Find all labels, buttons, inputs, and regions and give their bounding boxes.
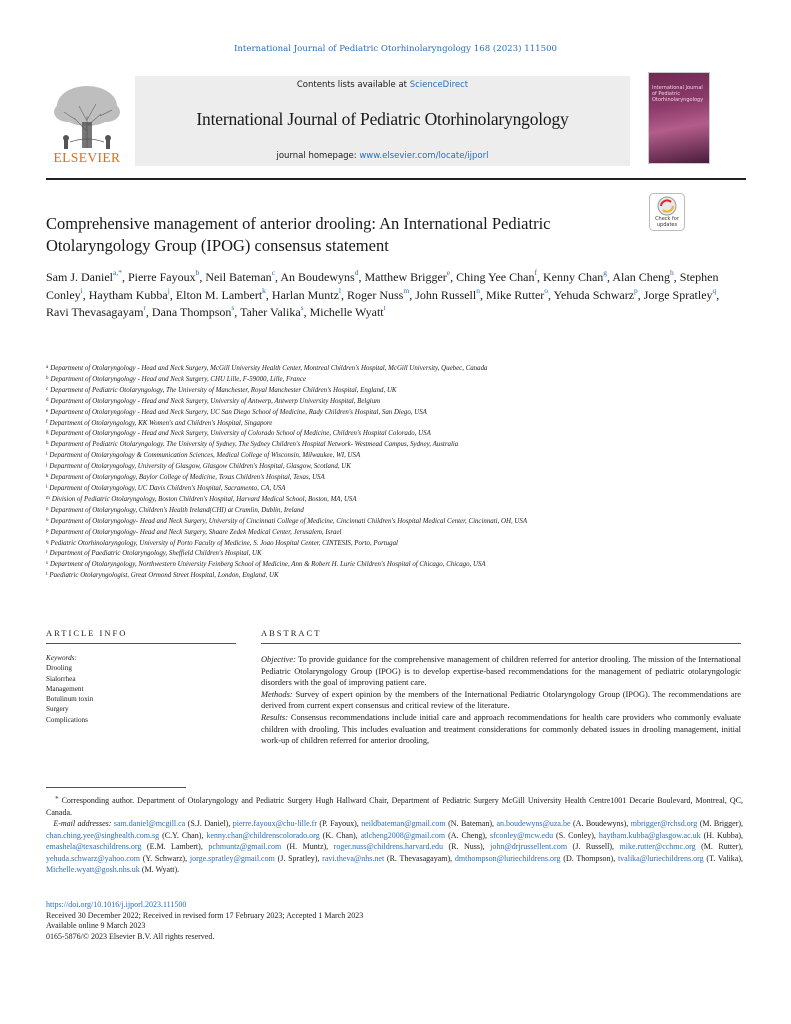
author-affiliation-mark[interactable]: j (167, 285, 170, 295)
email-owner: (J. Russell), (567, 842, 620, 851)
author-name[interactable]: Pierre Fayoux$^b$ (127, 268, 200, 284)
affiliation-text: Department of Otolaryngology- Head and Neck Surgery, University of Cincinnati College of Medicine, Cincinnati Children's Hospital Medical Center, Cincinnati, OH, USA (50, 517, 528, 525)
abstract-objective (261, 654, 741, 689)
author-name[interactable]: Matthew Brigger$^e$ (364, 268, 451, 284)
email-link[interactable]: ravi.theva@nhs.net (322, 853, 385, 863)
methods-text: Survey of expert opinion by the members of the International Pediatric Otolaryngology Group (IPOG). The recommendations are derived from current expert consensus and critical review of the literature. (261, 689, 741, 711)
email-link[interactable]: mike.rutter@cchmc.org (619, 842, 696, 851)
author-name[interactable]: An Boudewyns$^d$ (280, 268, 359, 284)
affiliation-item (46, 549, 746, 560)
email-link[interactable]: haytham.kubba@glasgow.ac.uk (598, 830, 701, 840)
email-link[interactable]: pierre.fayoux@chu-lille.fr (232, 819, 317, 828)
author-name[interactable]: Sam J. Daniel$^{a,*}$ (46, 268, 122, 284)
email-owner: (N. Bateman), (445, 819, 497, 828)
author-name[interactable]: Dana Thompson$^s$ (151, 303, 235, 320)
email-link[interactable]: roger.nuss@childrens.harvard.edu (333, 842, 444, 851)
author-name[interactable]: Yehuda Schwarz$^p$ (553, 285, 638, 302)
email-link[interactable]: Michelle.wyatt@gosh.nhs.uk (46, 865, 140, 874)
author-affiliation-mark[interactable]: c (271, 268, 276, 277)
affiliation-text: Department of Otolaryngology - Head and Neck Surgery, UC San Diego School of Medicine, Rady Children's Hospital, San Diego, USA (50, 408, 427, 416)
journal-homepage-line (135, 151, 630, 161)
sciencedirect-link[interactable]: ScienceDirect (409, 80, 469, 90)
keywords-block (46, 653, 236, 725)
email-owner: (M. Rutter), (695, 842, 744, 851)
author-name[interactable]: Jorge Spratley$^q$ (643, 285, 717, 302)
affiliation-item (46, 408, 746, 419)
affiliation-item (46, 560, 746, 571)
email-owner: (R. Nuss), (443, 842, 491, 851)
email-link[interactable]: dmthompson@luriechildrens.org (454, 853, 561, 863)
author-affiliation-mark[interactable]: e (446, 268, 451, 277)
email-owner: (P. Fayoux), (316, 819, 362, 828)
author-affiliation-mark[interactable]: b (195, 268, 200, 277)
affiliation-letter: f (46, 419, 48, 425)
affiliation-item (46, 364, 746, 375)
affiliation-text: Department of Otolaryngology, Northwestern University Feinberg School of Medicine, Ann & Robert H. Lurie Children's Hospital of Chicago, Chicago, USA (49, 561, 486, 569)
author-name[interactable]: John Russell$^n$ (415, 285, 480, 302)
footnotes (46, 795, 743, 876)
homepage-prefix: journal homepage: (276, 151, 360, 161)
email-label: E-mail addresses: (53, 819, 112, 828)
author-name[interactable]: Alan Cheng$^h$ (612, 268, 674, 284)
contents-available-line (135, 80, 630, 90)
affiliation-text: Department of Pediatric Otolaryngology, The University of Sydney, The Sydney Children's Hospital Network- Westmead Campus, Sydney, Australia (50, 441, 459, 449)
author-name[interactable]: Michelle Wyatt$^t$ (309, 303, 386, 320)
affiliation-text: Department of Otolaryngology, Children's Health Ireland(CHI) at Crumlin, Dublin, Ireland (50, 506, 304, 514)
author-affiliation-mark[interactable]: r (143, 303, 146, 313)
affiliation-letter: m (46, 495, 50, 501)
keyword-item: Complications (46, 715, 88, 724)
affiliation-letter: e (46, 408, 49, 414)
email-addresses (46, 818, 743, 876)
email-link[interactable]: sfconley@mcw.edu (490, 830, 554, 840)
author-name[interactable]: Stephen Conley$^i$ (46, 270, 719, 302)
affiliation-item (46, 484, 746, 495)
affiliation-item (46, 495, 746, 506)
abstract-heading: ABSTRACT (261, 628, 322, 638)
copyright: 0165-5876/© 2023 Elsevier B.V. All rights reserved. (46, 931, 215, 941)
affiliation-item (46, 539, 746, 550)
email-link[interactable]: mbrigger@rchsd.org (630, 819, 698, 828)
abstract-methods (261, 689, 741, 712)
journal-citation[interactable]: International Journal of Pediatric Otorhinolaryngology 168 (2023) 111500 (233, 44, 558, 54)
affiliation-letter: p (46, 528, 49, 534)
affiliation-item (46, 506, 746, 517)
email-link[interactable]: atlcheng2008@gmail.com (360, 830, 446, 840)
affiliation-text: Paediatric Otolaryngologist, Great Ormond Street Hospital, London, England, UK (49, 572, 279, 580)
results-text: Consensus recommendations include initial care and approach recommendations for health care providers who commonly evaluate children with drooling. This includes evaluation and treatment considerations for commonly debated issues in drooling management, initial work-up of children referred for anterior drooling, (261, 712, 741, 746)
article-info-heading: ARTICLE INFO (46, 628, 128, 638)
email-owner: (D. Thompson), (560, 853, 618, 863)
keyword-item: Management (46, 684, 84, 693)
email-owner: (M. Brigger), (697, 819, 744, 828)
affiliation-item (46, 386, 746, 397)
email-owner: (Y. Schwarz), (140, 853, 190, 863)
affiliation-text: Department of Otolaryngology, UC Davis Children's Hospital, Sacramento, CA, USA (49, 484, 286, 492)
abstract-results (261, 712, 741, 747)
affiliation-letter: a (46, 365, 49, 370)
affiliation-item (46, 375, 746, 386)
affiliation-item (46, 419, 746, 430)
email-owner: (C.Y. Chan), (159, 830, 207, 840)
email-link[interactable]: emashela@texaschildrens.org (46, 842, 142, 851)
author-name[interactable]: Ching Yee Chan$^f$ (456, 268, 537, 284)
abstract-rule (261, 643, 741, 644)
cover-title: International Journal of Pediatric Otorhinolaryngology (652, 85, 704, 103)
affiliation-letter: n (46, 506, 49, 512)
email-owner: (H. Muntz), (281, 842, 334, 851)
author-name[interactable]: Ravi Thevasagayam$^r$ (46, 303, 146, 320)
author-affiliation-mark[interactable]: i (80, 285, 83, 295)
email-link[interactable]: jorge.spratley@gmail.com (189, 853, 275, 863)
abstract-body (261, 654, 741, 747)
email-link[interactable]: sam.daniel@mcgill.ca (113, 819, 186, 828)
author-name[interactable]: Taher Valika$^s$ (240, 303, 304, 320)
keyword-item: Botulinum toxin (46, 695, 94, 704)
affiliation-text: Department of Otolaryngology - Head and Neck Surgery, University of Colorado School of Medicine, Children's Hospital Colorado, USA (50, 430, 431, 438)
available-online: Available online 9 March 2023 (46, 921, 146, 930)
affiliation-text: Department of Otolaryngology, KK Women's and Children's Hospital, Singapore (49, 419, 273, 427)
affiliation-text: Department of Otolaryngology - Head and Neck Surgery, CHU Lille, F-59000, Lille, France (50, 375, 306, 383)
publication-info (46, 900, 743, 942)
affiliation-text: Pediatric Otorhinolaryngology, University of Porto Faculty of Medicine, S. Joao Hospital Center, CINTESIS, Porto, Portugal (50, 539, 398, 547)
svg-text:updates: updates (656, 222, 678, 228)
email-link[interactable]: pchmuntz@gmail.com (208, 842, 282, 851)
affiliation-text: Department of Otolaryngology, Baylor College of Medicine, Texas Children's Hospital, Texas, USA (50, 474, 325, 482)
author-affiliation-mark[interactable]: t (383, 303, 386, 313)
email-owner: (J. Spratley), (274, 853, 323, 863)
journal-name: International Journal of Pediatric Otorhinolaryngology (196, 109, 569, 129)
affiliation-letter: h (46, 441, 49, 447)
affiliation-letter: q (46, 539, 49, 545)
author-list: Sam J. Daniel$^{a,*}$, Pierre Fayoux$^b$, Neil Bateman$^c$, An Boudewyns$^d$, Matthew Brigger$^e$, Ching Yee Chan$^f$, Kenny Chan$^g$, Alan Cheng$^h$, Stephen Conley$^i$, Haytham Kubba$^j$, Elton M. Lambert$^k$, Harlan Muntz$^l$, Roger Nuss$^m$, John Russell$^n$, Mike Rutter$^o$, Yehuda Schwarz$^p$, Jorge Spratley$^q$, Ravi Thevasagayam$^r$, Dana Thompson$^s$, Taher Valika$^s$, Michelle Wyatt$^t$ (46, 268, 720, 320)
email-owner: (M. Wyatt). (139, 865, 180, 874)
affiliation-letter: l (46, 484, 48, 490)
email-link[interactable]: kenny.chan@childrenscolorado.org (206, 830, 320, 840)
affiliation-item (46, 517, 666, 528)
affiliation-letter: s (46, 561, 48, 567)
affiliation-letter: t (46, 572, 48, 578)
author-affiliation-mark[interactable]: o (544, 285, 549, 295)
keyword-item: Drooling (46, 664, 72, 673)
affiliation-letter: b (46, 375, 49, 381)
affiliation-item (46, 397, 746, 408)
article-info-rule (46, 643, 236, 644)
author-name[interactable]: Neil Bateman$^c$ (205, 268, 276, 284)
author-name[interactable]: Kenny Chan$^g$ (542, 268, 608, 284)
contents-prefix: Contents lists available at (296, 80, 410, 90)
email-owner: (T. Valika), (703, 853, 743, 863)
author-name[interactable]: Haytham Kubba$^j$ (88, 285, 170, 302)
affiliation-text: Department of Otolaryngology- Head and Neck Surgery, Shaare Zedek Medical Center, Jerusalem, Israel (50, 528, 342, 536)
email-link[interactable]: tvalika@luriechildrens.org (617, 853, 704, 863)
affiliation-text: Department of Pediatric Otolaryngology, The University of Manchester, Royal Manchester Children's Hospital, England, UK (50, 386, 397, 394)
affiliation-text: Department of Otolaryngology - Head and Neck Surgery, McGill University Health Center, Montreal Children's Hospital, McGill University, Quebec, Canada (50, 365, 488, 372)
asterisk-mark: * (55, 795, 59, 803)
affiliation-text: Department of Paediatric Otolaryngology, Sheffield Children's Hospital, UK (49, 550, 262, 558)
results-label: Results: (261, 712, 288, 722)
affiliation-letter: c (46, 386, 49, 392)
author-affiliation-mark[interactable]: p (634, 285, 638, 295)
email-owner: (R. Thevasagayam), (384, 853, 455, 863)
author-name[interactable]: Harlan Muntz$^l$ (271, 285, 341, 302)
header-rule (46, 178, 746, 180)
affiliation-text: Department of Otolaryngology, University of Glasgow, Glasgow Children's Hospital, Glasgow, Scotland, UK (49, 463, 351, 471)
affiliation-letter: o (46, 517, 49, 523)
author-affiliation-mark[interactable]: n (476, 285, 480, 295)
email-owner: (E.M. Lambert), (141, 842, 209, 851)
email-owner: (H. Kubba), (700, 830, 744, 840)
affiliation-letter: r (46, 550, 48, 556)
doi-link[interactable]: https://doi.org/10.1016/j.ijporl.2023.111500 (46, 900, 187, 909)
affiliation-item (46, 571, 746, 582)
keyword-list (46, 663, 236, 725)
affiliation-item (46, 528, 746, 539)
affiliation-text: Department of Otolaryngology - Head and Neck Surgery, University of Antwerp, Antwerp University Hospital, Belgium (50, 397, 381, 405)
elsevier-wordmark: ELSEVIER (53, 150, 121, 165)
author-affiliation-mark[interactable]: s (300, 303, 304, 313)
affiliation-item (46, 440, 746, 451)
objective-text: To provide guidance for the comprehensive management of children referred for anterior drooling. The mission of the International Pediatric Otolaryngology Group (IPOG) is to develop expertise-based recommendations for the management of pediatric otolaryngologic disorders with the goal of improving patient care. (261, 655, 741, 688)
author-affiliation-mark[interactable]: d (354, 268, 359, 277)
email-link[interactable]: john@drjrussellent.com (490, 842, 568, 851)
received-dates: Received 30 December 2022; Received in revised form 17 February 2023; Accepted 1 March 2023 (46, 910, 364, 920)
methods-label: Methods: (261, 689, 293, 699)
affiliation-item (46, 473, 746, 484)
author-affiliation-mark[interactable]: a,* (113, 268, 122, 277)
affiliation-text: Division of Pediatric Otolaryngology, Boston Children's Hospital, Harvard Medical School, Boston, MA, USA (51, 495, 357, 503)
email-owner: (A. Boudewyns), (570, 819, 631, 828)
affiliation-letter: i (46, 452, 48, 458)
author-name[interactable]: Mike Rutter$^o$ (485, 285, 549, 302)
email-owner: (S. Conley), (553, 830, 599, 840)
affiliation-item (46, 429, 746, 440)
author-affiliation-mark[interactable]: q (712, 285, 717, 295)
affiliation-letter: k (46, 474, 49, 480)
author-name[interactable]: Roger Nuss$^m$ (347, 285, 410, 302)
affiliation-item (46, 462, 746, 473)
svg-text:Check for: Check for (655, 216, 679, 222)
footnote-rule (46, 787, 186, 788)
email-owner: (A. Cheng), (445, 830, 491, 840)
author-affiliation-mark[interactable]: m (403, 285, 410, 295)
objective-label: Objective: (261, 655, 296, 664)
author-affiliation-mark[interactable]: f (534, 268, 537, 277)
author-affiliation-mark[interactable]: l (338, 285, 341, 295)
affiliation-letter: g (46, 430, 49, 436)
corresponding-author-note (46, 795, 743, 818)
email-owner: (S.J. Daniel), (185, 819, 233, 828)
affiliation-letter: j (46, 463, 48, 469)
author-affiliation-mark[interactable]: s (231, 303, 235, 313)
corresponding-text: Corresponding author. Department of Otolaryngology and Pediatric Surgery Hugh Hallward Chair, Department of Pediatric Surgery McGill University Health Centre1001 Decarie Boulevard, Montreal, QC, Canada. (46, 796, 744, 817)
email-owner: (K. Chan), (319, 830, 361, 840)
affiliation-item (46, 451, 746, 462)
affiliation-letter: d (46, 397, 49, 403)
keyword-item: Sialorrhea (46, 674, 76, 683)
email-link[interactable]: an.boudewyns@uza.be (496, 819, 571, 828)
author-affiliation-mark[interactable]: k (262, 285, 266, 295)
keywords-label: Keywords: (46, 654, 77, 662)
email-link[interactable]: chan.ching.yee@singhealth.com.sg (46, 830, 160, 840)
check-for-updates-badge[interactable] (649, 193, 685, 231)
homepage-link[interactable]: www.elsevier.com/locate/ijporl (359, 151, 489, 161)
affiliation-text: Department of Otolaryngology & Communication Sciences, Medical College of Wisconsin, Milwaukee, WI, USA (49, 452, 361, 460)
affiliation-list (46, 364, 746, 582)
keyword-item: Surgery (46, 705, 69, 714)
article-title: Comprehensive management of anterior drooling: An International Pediatric Otolaryngology Group (IPOG) consensus statement (46, 214, 551, 255)
email-link[interactable]: neildbateman@gmail.com (361, 819, 446, 828)
author-affiliation-mark[interactable]: h (670, 268, 674, 277)
author-name[interactable]: Elton M. Lambert$^k$ (175, 285, 266, 302)
author-affiliation-mark[interactable]: g (603, 268, 608, 277)
email-link[interactable]: yehuda.schwarz@yahoo.com (46, 853, 140, 863)
